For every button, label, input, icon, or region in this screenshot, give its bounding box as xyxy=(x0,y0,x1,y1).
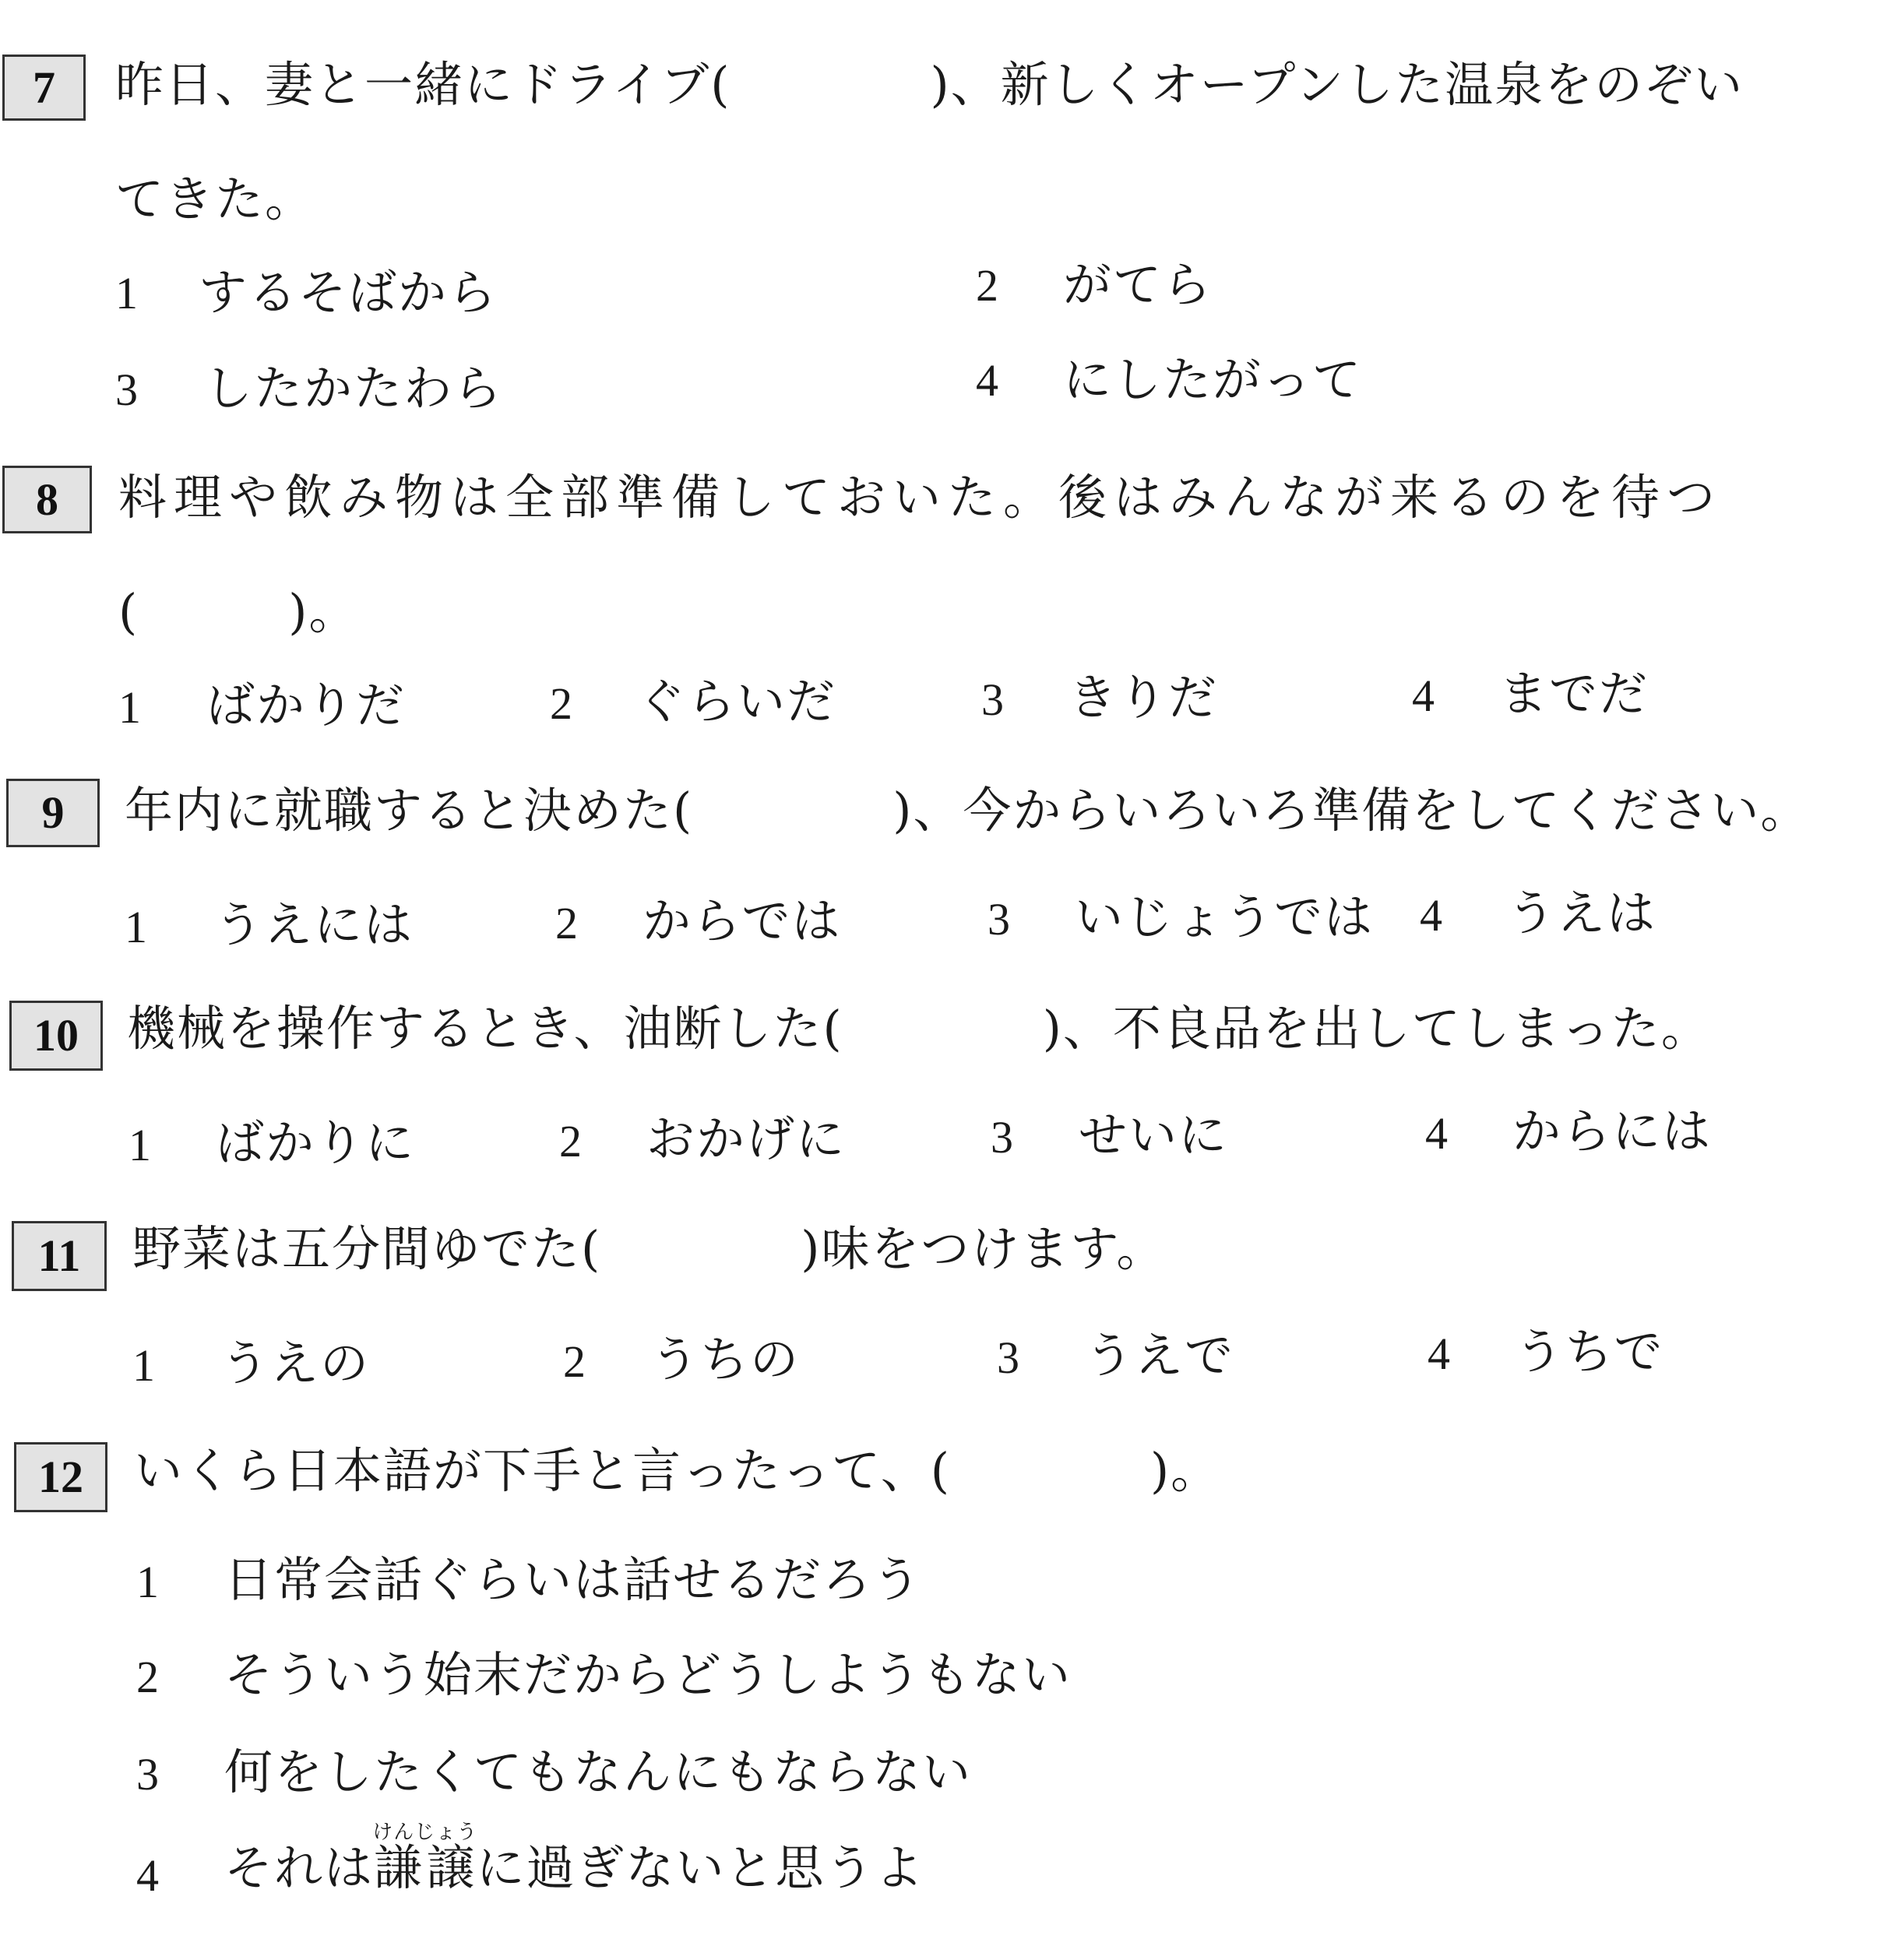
question-8-stem-line1: 料理や飲み物は全部準備しておいた。後はみんなが来るのを待つ xyxy=(118,469,1723,526)
kenjou-ruby xyxy=(372,1821,478,1896)
q12-option-4-text-before: それは xyxy=(224,1839,375,1896)
question-7-stem-line1: 昨日、妻と一緒にドライブ( )、新しくオープンした温泉をのぞい xyxy=(115,56,1744,113)
question-10-stem-line1: 機械を操作するとき、油断した( )、不良品を出してしまった。 xyxy=(127,1000,1711,1057)
q11-option-2-number: 2 xyxy=(563,1336,586,1387)
q12-option-3-text: 何をしたくてもなんにもならない xyxy=(224,1744,973,1800)
q11-option-4-text: うちで xyxy=(1515,1323,1664,1380)
q10-option-1-number: 1 xyxy=(128,1120,151,1170)
q8-option-3-number: 3 xyxy=(981,674,1004,725)
q8-option-4-text: までだ xyxy=(1499,665,1649,722)
q10-option-1-text: ばかりに xyxy=(216,1114,416,1171)
q9-option-1-text: うえには xyxy=(214,896,414,953)
q11-option-4-number: 4 xyxy=(1428,1328,1450,1379)
q12-option-3-number: 3 xyxy=(136,1749,159,1800)
question-number-7: 7 xyxy=(2,55,86,121)
q12-option-2-text: そういう始末だからどうしようもない xyxy=(224,1646,1072,1703)
q11-option-1-number: 1 xyxy=(132,1340,155,1391)
q12-option-1-text: 日常会話ぐらいは話せるだろう xyxy=(224,1551,923,1608)
q8-option-3-text: きりだ xyxy=(1068,669,1219,726)
q11-option-3-text: うえで xyxy=(1085,1327,1235,1384)
q9-option-4-number: 4 xyxy=(1420,890,1442,941)
question-number-11: 11 xyxy=(12,1221,107,1291)
q7-option-2-number: 2 xyxy=(976,260,998,311)
q11-option-3-number: 3 xyxy=(997,1332,1019,1383)
q8-option-1-text: ばかりだ xyxy=(206,677,407,734)
q7-option-3-number: 3 xyxy=(115,364,138,415)
q12-option-2-number: 2 xyxy=(136,1652,159,1702)
q9-option-3-number: 3 xyxy=(988,894,1010,945)
question-7-stem-line2: てきた。 xyxy=(115,171,315,227)
q7-option-1-text: するそばから xyxy=(199,264,498,321)
question-number-10: 10 xyxy=(9,1001,103,1071)
q10-option-2-text: おかげに xyxy=(646,1110,847,1167)
q7-option-4-text: にしたがって xyxy=(1063,351,1363,408)
q10-option-3-text: せいに xyxy=(1079,1107,1229,1163)
q9-option-4-text: うえは xyxy=(1507,885,1657,941)
q11-option-1-text: うえの xyxy=(220,1335,371,1392)
q9-option-3-text: いじょうでは xyxy=(1075,889,1375,945)
question-number-9: 9 xyxy=(6,779,100,847)
q12-option-4-text xyxy=(224,1821,925,1896)
question-9-stem-line1: 年内に就職すると決めた( )、今からいろいろ準備をしてください。 xyxy=(125,782,1811,839)
question-number-12: 12 xyxy=(14,1442,107,1512)
question-11-stem-line1: 野菜は五分間ゆでた( )味をつけます。 xyxy=(132,1220,1167,1277)
kenjou-ruby-base: 謙譲 xyxy=(372,1839,478,1896)
q12-option-4-number: 4 xyxy=(136,1850,159,1901)
q8-option-1-number: 1 xyxy=(118,682,141,733)
kenjou-ruby-reading: けんじょう xyxy=(372,1821,478,1844)
q10-option-2-number: 2 xyxy=(559,1116,582,1166)
q10-option-3-number: 3 xyxy=(991,1112,1013,1163)
q9-option-2-number: 2 xyxy=(555,898,578,948)
q7-option-3-text: したかたわら xyxy=(204,360,504,417)
q8-option-2-number: 2 xyxy=(550,678,572,729)
q8-option-4-number: 4 xyxy=(1412,670,1435,721)
q7-option-4-number: 4 xyxy=(976,355,998,406)
question-number-8: 8 xyxy=(2,466,92,533)
q8-option-2-text: ぐらいだ xyxy=(637,673,837,730)
q10-option-4-text: からには xyxy=(1512,1103,1713,1159)
q9-option-1-number: 1 xyxy=(125,902,147,952)
q9-option-2-text: からでは xyxy=(642,892,842,949)
q7-option-1-number: 1 xyxy=(115,268,138,318)
q12-option-4-text-after: に過ぎないと思うよ xyxy=(476,1839,925,1896)
question-12-stem-line1: いくら日本語が下手と言ったって、( )。 xyxy=(134,1442,1221,1499)
q10-option-4-number: 4 xyxy=(1425,1108,1448,1159)
q12-option-1-number: 1 xyxy=(136,1557,159,1607)
q7-option-2-text: がてら xyxy=(1063,256,1213,313)
question-8-stem-line2: ( )。 xyxy=(118,583,359,640)
q11-option-2-text: うちの xyxy=(650,1331,801,1388)
